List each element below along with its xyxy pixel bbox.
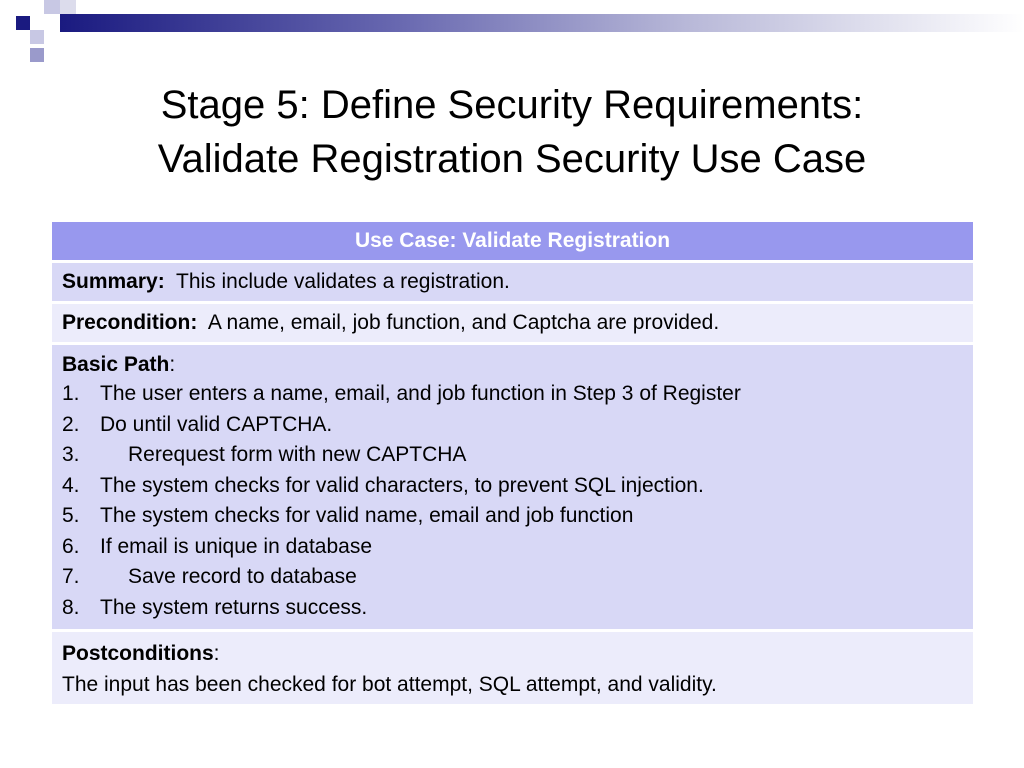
step-number: 5. bbox=[62, 504, 80, 527]
precondition-text: A name, email, job function, and Captcha are provided. bbox=[207, 311, 720, 334]
list-item bbox=[62, 532, 963, 563]
slide-title bbox=[40, 78, 984, 186]
slide-title-line-2: Validate Registration Security Use Case bbox=[157, 137, 867, 181]
step-number: 4. bbox=[62, 473, 80, 497]
basic-path-row bbox=[52, 344, 973, 631]
precondition-label: Precondition: bbox=[62, 311, 198, 334]
step-number: 3. bbox=[62, 443, 80, 466]
basic-path-label: Basic Path bbox=[62, 353, 170, 376]
decor-square-icon bbox=[60, 0, 76, 14]
postconditions-colon: : bbox=[213, 642, 220, 665]
list-item bbox=[62, 501, 963, 532]
summary-cell bbox=[52, 262, 973, 303]
slide-title-line-1: Stage 5: Define Security Requirements: bbox=[160, 83, 864, 127]
use-case-table bbox=[52, 222, 973, 707]
postconditions-text: The input has been checked for bot attempt, SQL attempt, and validity. bbox=[62, 673, 717, 696]
step-number: 6. bbox=[62, 534, 80, 558]
table-header-row bbox=[52, 222, 973, 262]
precondition-cell bbox=[52, 303, 973, 344]
decor-square-icon bbox=[44, 0, 60, 14]
decor-square-icon bbox=[30, 48, 44, 62]
step-text: Rerequest form with new CAPTCHA bbox=[128, 443, 467, 466]
summary-row bbox=[52, 262, 973, 303]
basic-path-heading bbox=[62, 351, 963, 379]
decor-square-icon bbox=[44, 32, 60, 44]
basic-path-steps bbox=[62, 379, 963, 623]
list-item bbox=[62, 471, 963, 502]
list-item bbox=[62, 410, 963, 441]
step-text: The user enters a name, email, and job function in Step 3 of Register bbox=[100, 382, 741, 405]
postconditions-label: Postconditions bbox=[62, 642, 214, 665]
summary-label: Summary: bbox=[62, 270, 165, 293]
precondition-row bbox=[52, 303, 973, 344]
list-item bbox=[62, 440, 963, 471]
use-case-header: Use Case: Validate Registration bbox=[52, 222, 973, 262]
step-text: Do until valid CAPTCHA. bbox=[100, 412, 333, 436]
step-text: The system checks for valid characters, to prevent SQL injection. bbox=[100, 473, 704, 497]
step-number: 7. bbox=[62, 565, 80, 588]
list-item bbox=[62, 562, 963, 593]
postconditions-row bbox=[52, 631, 973, 706]
step-text: If email is unique in database bbox=[100, 534, 373, 558]
step-number: 1. bbox=[62, 382, 80, 405]
list-item bbox=[62, 379, 963, 410]
list-item bbox=[62, 593, 963, 624]
postconditions-heading bbox=[62, 638, 963, 669]
step-number: 8. bbox=[62, 595, 80, 619]
basic-path-colon: : bbox=[169, 353, 176, 376]
step-text: The system checks for valid name, email and job function bbox=[100, 504, 634, 527]
postconditions-cell bbox=[52, 631, 973, 706]
header-gradient-band bbox=[60, 14, 1024, 32]
step-text: The system returns success. bbox=[100, 595, 368, 619]
decor-square-icon bbox=[16, 16, 30, 30]
summary-text: This include validates a registration. bbox=[176, 270, 510, 293]
basic-path-cell bbox=[52, 344, 973, 631]
step-text: Save record to database bbox=[128, 565, 357, 588]
step-number: 2. bbox=[62, 412, 80, 436]
decor-square-icon bbox=[30, 30, 44, 44]
